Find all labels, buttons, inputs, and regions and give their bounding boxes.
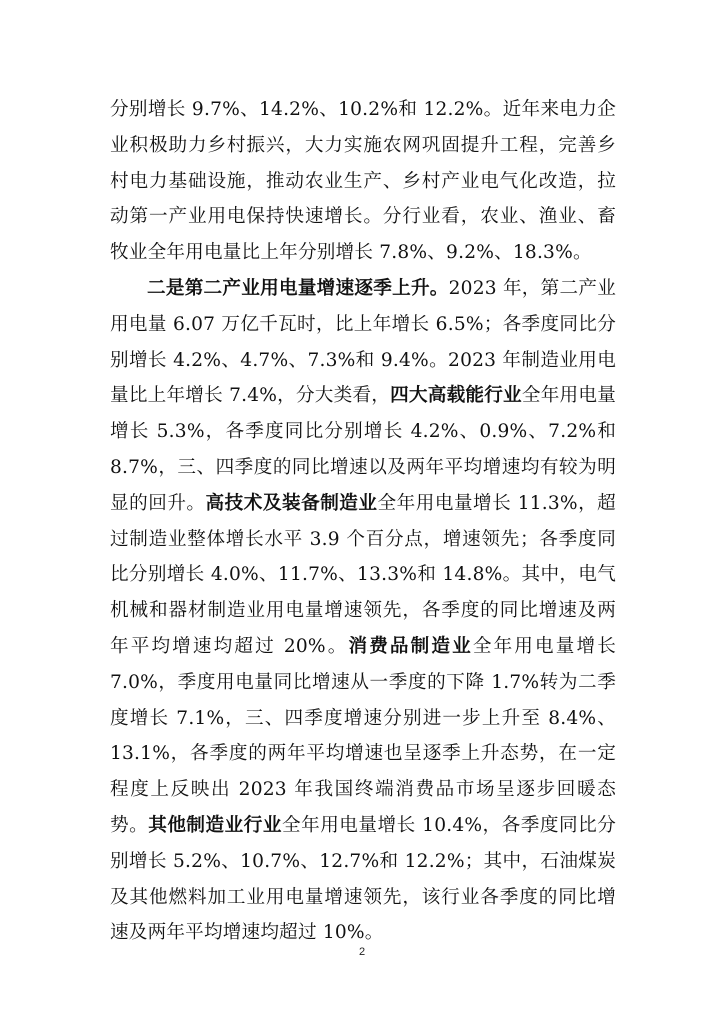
paragraph-2-run-10: 全年用电量增长 10.4%，各季度同比分别增长 5.2%、10.7%、12.7%和 12.2%；其中，石油煤炭及其他燃料加工业用电量增速领先，该行业各季度的同比增速及两年平均增速均超过 10%。 (110, 814, 616, 944)
paragraph-2-run-8: 全年用电量增长 7.0%，季度用电量同比增速从一季度的下降 1.7%转为二季度增长 7.1%，三、四季度增速分别进一步上升至 8.4%、13.1%，各季度的两年平均增速也呈逐季上升态势，在一定程度上反映出 2023 年我国终端消费品市场呈逐步回暖态势。 (110, 635, 617, 836)
paragraph-1-run-1: 分别增长 9.7%、14.2%、10.2%和 12.2%。近年来电力企业积极助力乡村振兴，大力实施农网巩固提升工程，完善乡村电力基础设施，推动农业生产、乡村产业电气化改造，拉动第一产业用电保持快速增长。分行业看，农业、渔业、畜牧业全年用电量比上年分别增长 7.8%、9.2%、18.3%。 (110, 99, 616, 264)
document-body (110, 92, 616, 951)
term-high-energy-industries: 四大高载能行业 (390, 385, 522, 407)
paragraph-1 (110, 92, 616, 271)
term-other-manufacturing: 其他制造业行业 (148, 814, 282, 836)
paragraph-2-run-4: 全年用电量增长 5.3%，各季度同比分别增长 4.2%、0.9%、7.2%和 8.7%，三、四季度的同比增速以及两年平均增速均有较为明显的回升。 (110, 385, 616, 514)
paragraph-2-run-2: 2023 年，第二产业用电量 6.07 万亿千瓦时，比上年增长 6.5%；各季度同比分别增长 4.2%、4.7%、7.3%和 9.4%。2023 年制造业用电量比上年增长 7.4%，分大类看， (110, 277, 617, 407)
paragraph-2 (110, 271, 616, 951)
page-number: 2 (358, 946, 366, 958)
paragraph-2-run-6: 全年用电量增长 11.3%，超过制造业整体增长水平 3.9 个百分点，增速领先；各季度同比分别增长 4.0%、11.7%、13.3%和 14.8%。其中，电气机械和器材制造业用电量增速领先，各季度的同比增速及两年平均增速均超过 20%。 (110, 492, 616, 657)
term-consumer-goods: 消费品制造业 (348, 635, 473, 657)
term-high-tech-equipment: 高技术及装备制造业 (205, 492, 378, 514)
heading-secondary-industry: 二是第二产业用电量增速逐季上升。 (147, 277, 449, 299)
